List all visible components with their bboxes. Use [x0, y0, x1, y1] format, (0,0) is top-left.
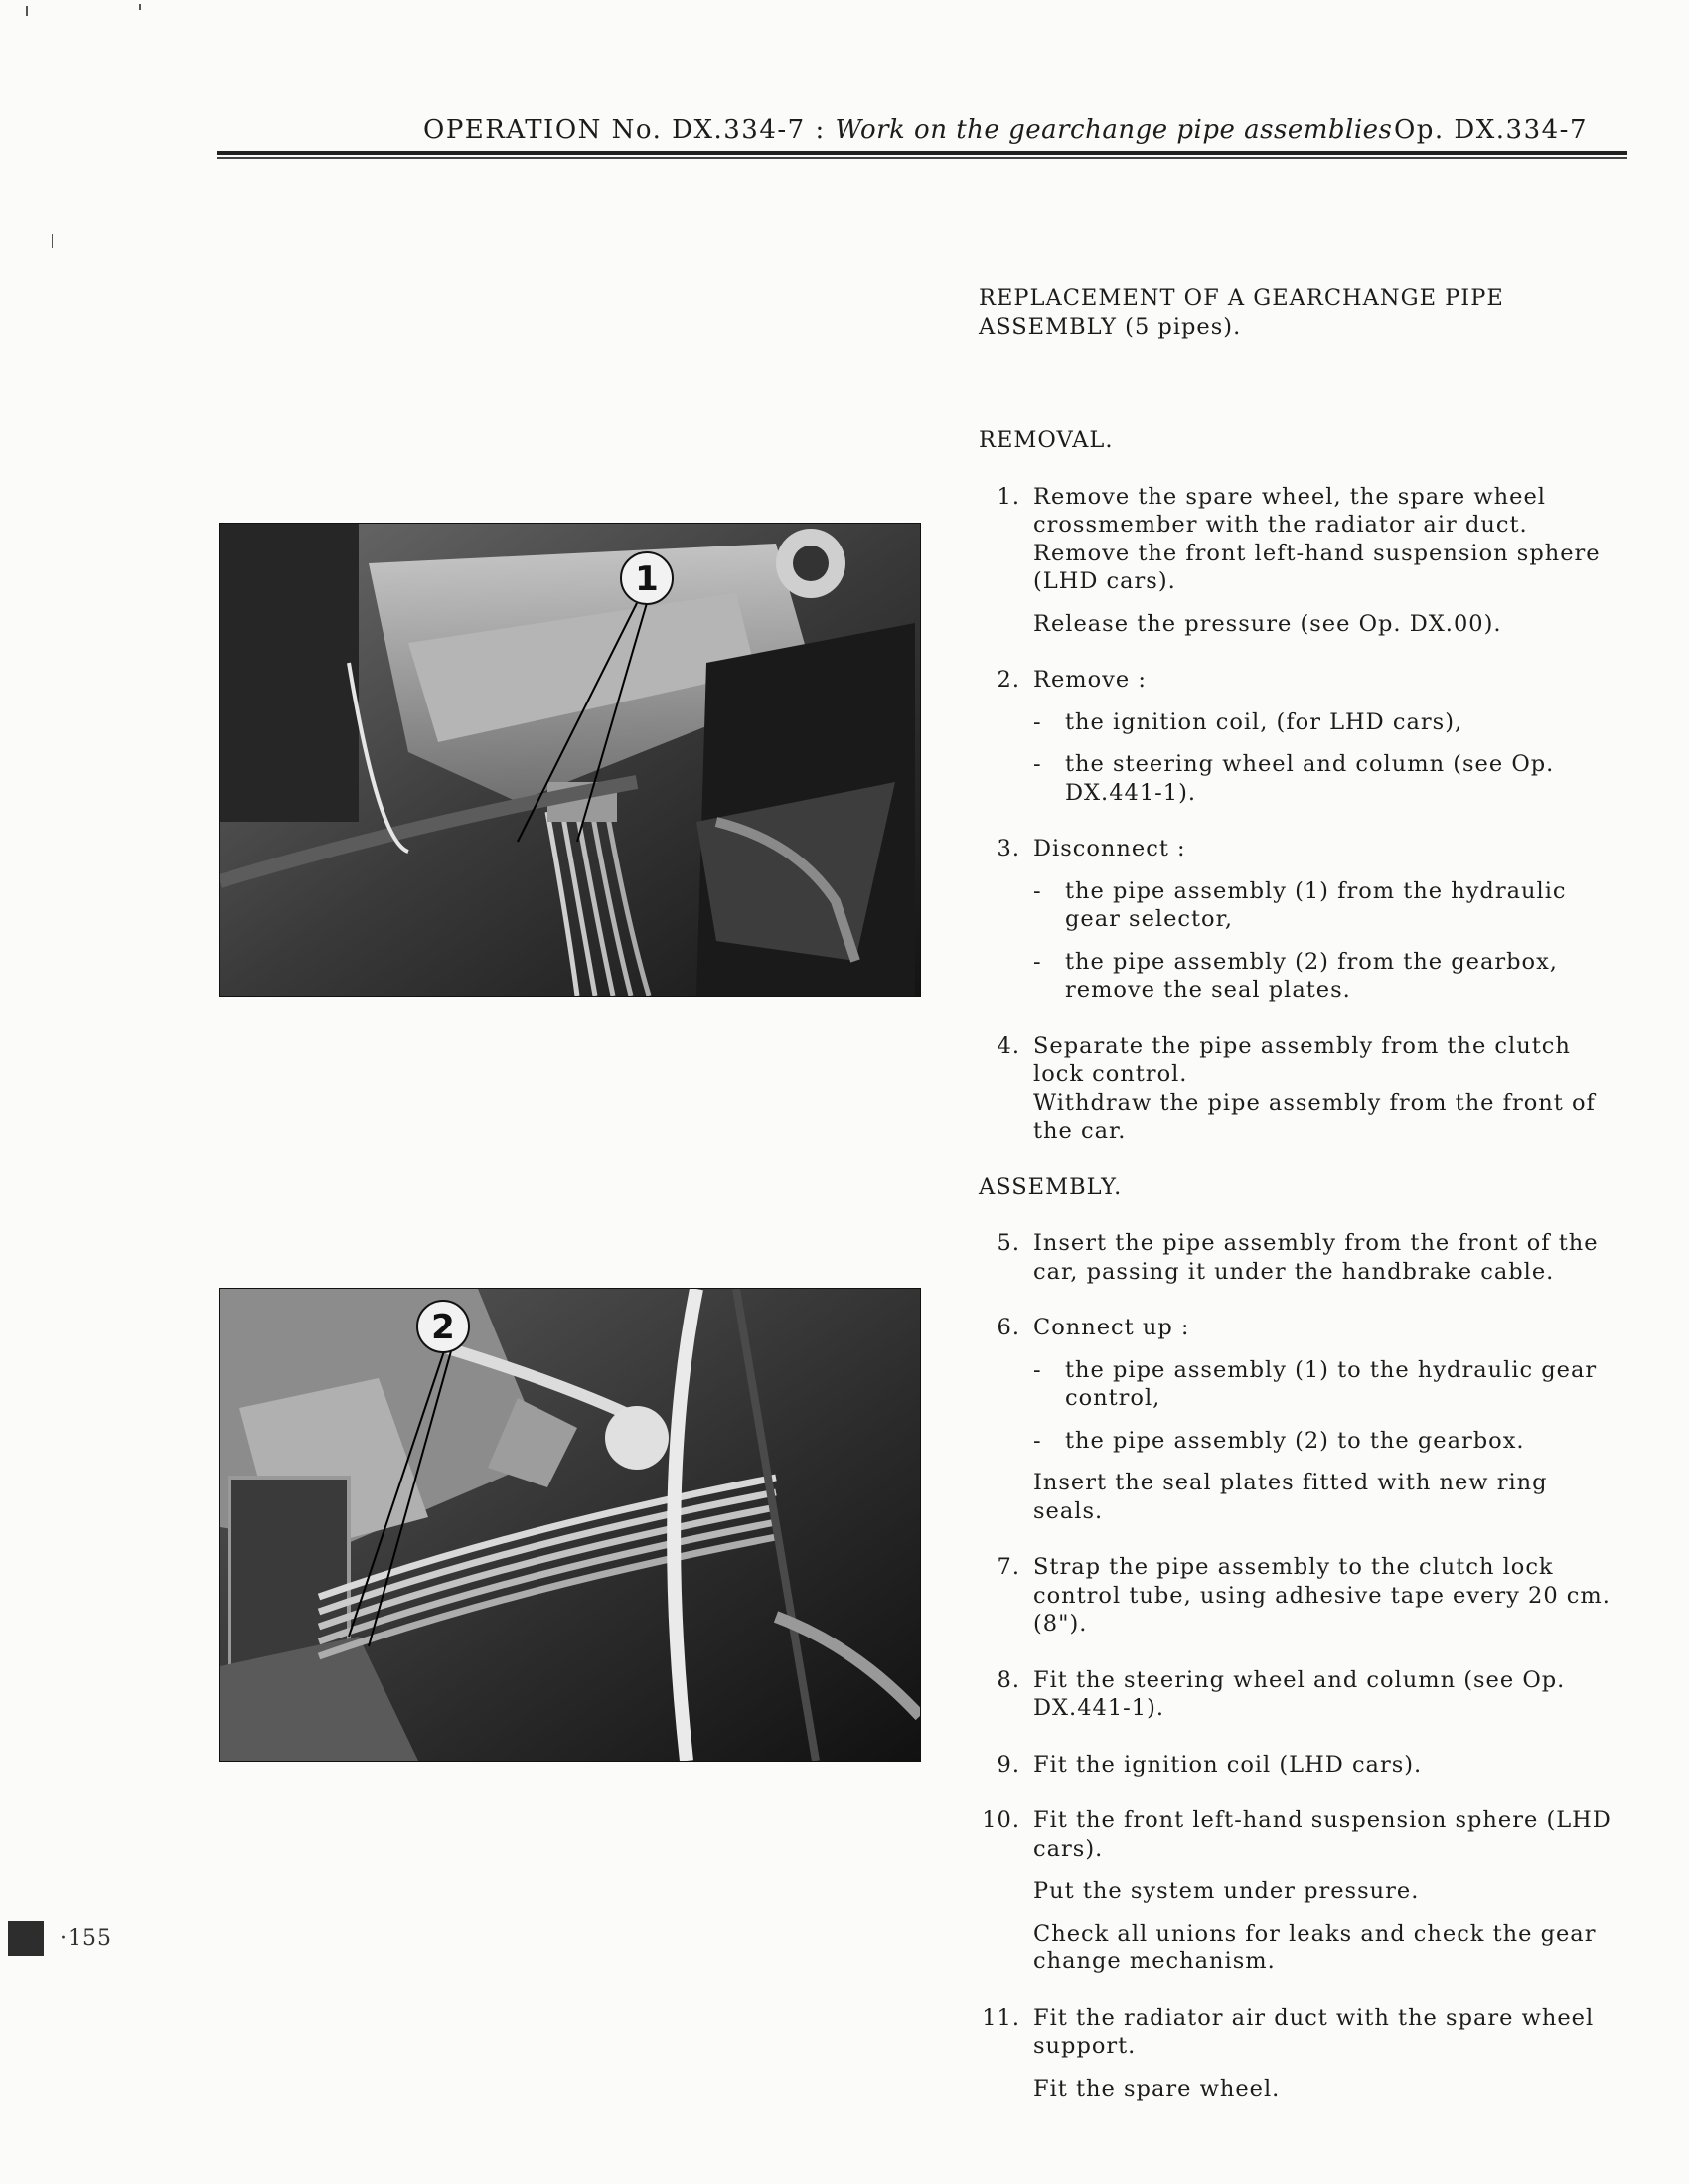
assembly-heading: ASSEMBLY.: [979, 1173, 1123, 1200]
step-intro: Connect up :: [1033, 1315, 1190, 1340]
dash-mark: -: [1033, 751, 1042, 777]
step-7: [979, 1553, 1614, 1638]
step-number: 8.: [997, 1666, 1020, 1693]
step-number: 3.: [997, 836, 1020, 861]
list-item: [1033, 750, 1614, 807]
dash-mark: -: [1033, 708, 1042, 735]
step-text: Fit the front left-hand suspension sphere (LHD cars).: [1033, 1807, 1612, 1862]
step-text: Release the pressure (see Op. DX.00).: [1033, 610, 1502, 637]
scan-mark: [139, 4, 141, 10]
step-1: [979, 483, 1614, 639]
dash-mark: -: [1033, 1356, 1042, 1383]
step-intro: Remove :: [1033, 667, 1147, 693]
step-number: 5.: [997, 1230, 1020, 1256]
list-item: [1033, 1427, 1614, 1456]
header-rule: [217, 151, 1627, 155]
scan-mark: [52, 234, 53, 248]
corner-mark: [8, 1921, 44, 1956]
step-5: [979, 1229, 1614, 1286]
list-item-text: the pipe assembly (1) from the hydraulic gear selector,: [1065, 877, 1567, 932]
step-text: Withdraw the pipe assembly from the front of the car.: [1033, 1089, 1596, 1144]
page-header: [217, 115, 1627, 155]
list-item-text: the pipe assembly (1) to the hydraulic gear control,: [1065, 1356, 1598, 1411]
step-4: [979, 1032, 1614, 1146]
operation-title: Work on the gearchange pipe assemblies: [835, 115, 1393, 145]
step-text: Insert the seal plates fitted with new ring seals.: [1033, 1470, 1548, 1524]
step-number: 2.: [997, 667, 1020, 693]
list-item-text: the steering wheel and column (see Op. DX.441-1).: [1065, 751, 1555, 806]
photo-hydraulic-gear-selector: [219, 523, 921, 997]
dash-mark: -: [1033, 877, 1042, 904]
scan-mark: [26, 6, 28, 16]
step-number: 11.: [982, 2004, 1020, 2031]
operation-ref: Op. DX.334-7: [1393, 115, 1588, 145]
page-number: ·155: [60, 1926, 112, 1950]
step-number: 9.: [997, 1751, 1020, 1778]
list-item: [1033, 948, 1614, 1005]
list-item-text: the pipe assembly (2) to the gearbox.: [1065, 1427, 1525, 1454]
step-number: 1.: [997, 483, 1020, 510]
step-text: Fit the ignition coil (LHD cars).: [1033, 1751, 1423, 1778]
step-8: [979, 1666, 1614, 1723]
step-text: Fit the spare wheel.: [1033, 2075, 1281, 2102]
step-text: Put the system under pressure.: [1033, 1878, 1420, 1904]
step-intro: Disconnect :: [1033, 836, 1186, 861]
step-number: 4.: [997, 1032, 1020, 1059]
step-9: [979, 1751, 1614, 1780]
step-2: [979, 666, 1614, 807]
step-number: 6.: [997, 1315, 1020, 1340]
list-item-text: the pipe assembly (2) from the gearbox, remove the seal plates.: [1065, 948, 1558, 1003]
step-text: Insert the pipe assembly from the front of the car, passing it under the handbrake cable.: [1033, 1230, 1599, 1285]
step-text: Separate the pipe assembly from the clutch lock control.: [1033, 1032, 1571, 1087]
removal-heading: REMOVAL.: [979, 427, 1114, 453]
dash-mark: -: [1033, 948, 1042, 975]
list-item: [1033, 877, 1614, 934]
step-text: Strap the pipe assembly to the clutch lock control tube, using adhesive tape every 20 cm. (8").: [1033, 1554, 1611, 1637]
step-number: 7.: [997, 1554, 1020, 1580]
list-item-text: the ignition coil, (for LHD cars),: [1065, 708, 1463, 735]
step-10: [979, 1806, 1614, 1976]
dash-mark: -: [1033, 1427, 1042, 1454]
callout-1: 1: [635, 559, 659, 599]
header-rule-thin: [217, 157, 1627, 159]
step-number: 10.: [982, 1807, 1020, 1833]
list-item: [1033, 1356, 1614, 1413]
step-text: Fit the steering wheel and column (see Op. DX.441-1).: [1033, 1666, 1566, 1721]
step-text: Remove the spare wheel, the spare wheel crossmember with the radiator air duct. Remove the front left-hand suspension sphere (LHD cars).: [1033, 483, 1601, 594]
step-3: [979, 835, 1614, 1005]
procedure-text: [979, 284, 1614, 2130]
section-title: REPLACEMENT OF A GEARCHANGE PIPE ASSEMBLY (5 pipes).: [979, 285, 1504, 340]
operation-header: [423, 115, 1392, 145]
operation-number: OPERATION No. DX.334-7 :: [423, 115, 836, 145]
step-11: [979, 2004, 1614, 2104]
callout-2: 2: [431, 1308, 455, 1347]
step-text: Fit the radiator air duct with the spare wheel support.: [1033, 2004, 1595, 2059]
list-item: [1033, 708, 1614, 737]
photo-gearbox-connection: [219, 1288, 921, 1762]
step-6: [979, 1314, 1614, 1525]
step-text: Check all unions for leaks and check the gear change mechanism.: [1033, 1920, 1597, 1974]
